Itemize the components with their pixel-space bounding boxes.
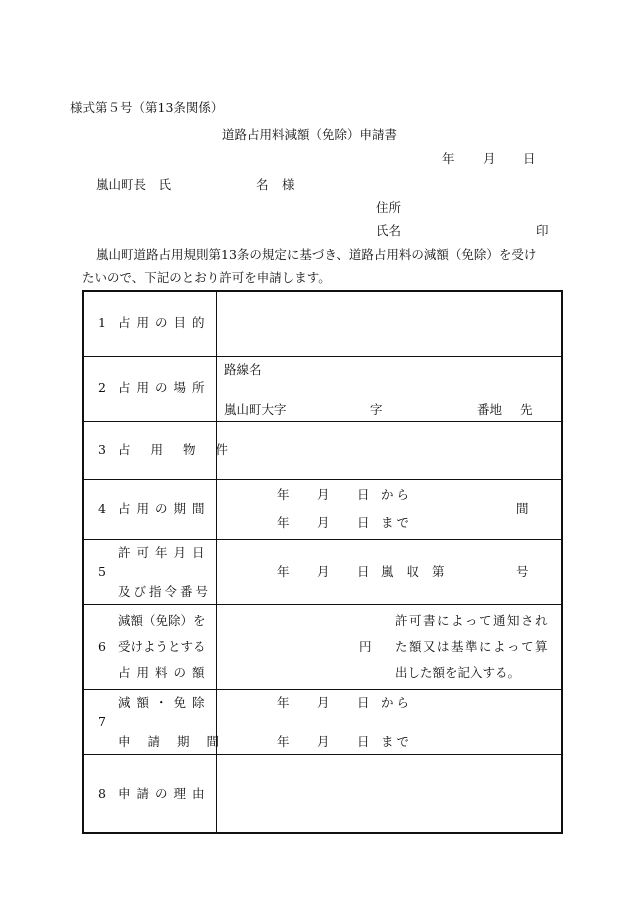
route-name-label: 路線名 [224,361,262,377]
row-label-cell [83,356,217,421]
to-year: 年 [277,514,290,530]
row-label-cell [83,539,217,604]
row-number: 7 [98,713,106,729]
row-label-cell [83,689,237,754]
address-label: 住所 [376,200,402,215]
row-label: 占用の場所 [118,379,211,395]
row-label-cell [83,291,217,356]
table-row [83,421,562,479]
row-label-line-1: 許可年月日 [118,544,211,560]
row-label: 申請の理由 [118,785,211,801]
to-year: 年 [277,733,290,749]
date-year: 年 [442,151,455,166]
row-label: 占用物件 [118,441,249,457]
table-row [83,689,562,754]
from-day: 日 [357,486,370,502]
town-label: 嵐山町大字 [224,401,287,417]
permit-year: 年 [277,563,290,579]
purpose-field[interactable] [217,291,563,356]
row-number: 6 [98,638,106,654]
addressee-honorific: 様 [282,177,295,192]
row-number: 1 [98,315,106,330]
table-row [83,356,562,421]
location-field[interactable] [217,356,563,421]
from-suffix: から [381,694,413,710]
to-suffix: まで [381,733,413,749]
form-title: 道路占用料減額（免除）申請書 [222,127,398,142]
row-label-cell [83,479,217,539]
from-year: 年 [277,486,290,502]
row-number: 3 [98,441,106,457]
banchi-label: 番地 [477,401,503,417]
row-label-cell [83,604,217,689]
form-number: 様式第５号（第13条関係） [70,100,224,115]
table-row [83,604,562,689]
to-day: 日 [357,733,370,749]
aza-label: 字 [370,401,383,417]
row-label-cell [83,421,249,479]
table-row [83,479,562,539]
saki-label: 先 [520,401,533,417]
row-label: 占用の期間 [118,500,211,516]
from-month: 月 [317,694,330,710]
permit-go: 号 [516,563,529,579]
seal-mark: 印 [536,223,549,238]
application-table [82,290,563,834]
row-label-line-2: 受けようとする [118,638,206,654]
permit-field[interactable] [217,539,563,604]
to-month: 月 [317,733,330,749]
row-label-line-2: 及び指令番号 [118,583,212,599]
table-row [83,291,562,356]
row-number: 8 [98,785,106,801]
addressee-name: 名 [256,177,269,192]
name-label: 氏名 [376,223,402,238]
row-number: 5 [98,563,106,579]
intro-line-1: 嵐山町道路占用規則第13条の規定に基づき、道路占用料の減額（免除）を受け [96,247,537,262]
row-label: 占用の目的 [118,315,211,330]
object-field[interactable] [217,421,563,479]
row-label-line-2: 申請期間 [118,733,237,749]
row-number: 4 [98,500,106,516]
addressee-prefix: 嵐山町長 氏 [96,177,172,192]
row-label-line-1: 減額・免除 [118,694,211,710]
from-month: 月 [317,486,330,502]
from-year: 年 [277,694,290,710]
amount-field[interactable] [217,604,563,689]
permit-month: 月 [317,563,330,579]
amount-note-line-2: た額又は基準によって算 [395,638,550,654]
row-label-cell [83,754,217,833]
to-month: 月 [317,514,330,530]
yen-unit: 円 [359,638,372,654]
table-row [83,539,562,604]
date-day: 日 [523,151,536,166]
to-day: 日 [357,514,370,530]
permit-day: 日 [357,563,370,579]
period-field[interactable] [217,479,563,539]
reduction-period-field[interactable] [217,689,563,754]
row-number: 2 [98,379,106,395]
reason-field[interactable] [217,754,563,833]
amount-note-line-1: 許可書によって通知され [395,612,550,628]
date-month: 月 [483,151,496,166]
period-kan: 間 [516,500,529,516]
table-row [83,754,562,833]
amount-note-line-3: 出した額を記入する。 [395,664,521,680]
row-label-line-1: 減額（免除）を [118,612,206,628]
from-suffix: から [381,486,413,502]
intro-line-2: たいので、下記のとおり許可を申請します。 [82,270,331,285]
row-label-line-3: 占用料の額 [118,664,211,680]
permit-office: 嵐収第 [381,563,458,579]
from-day: 日 [357,694,370,710]
to-suffix: まで [381,514,413,530]
